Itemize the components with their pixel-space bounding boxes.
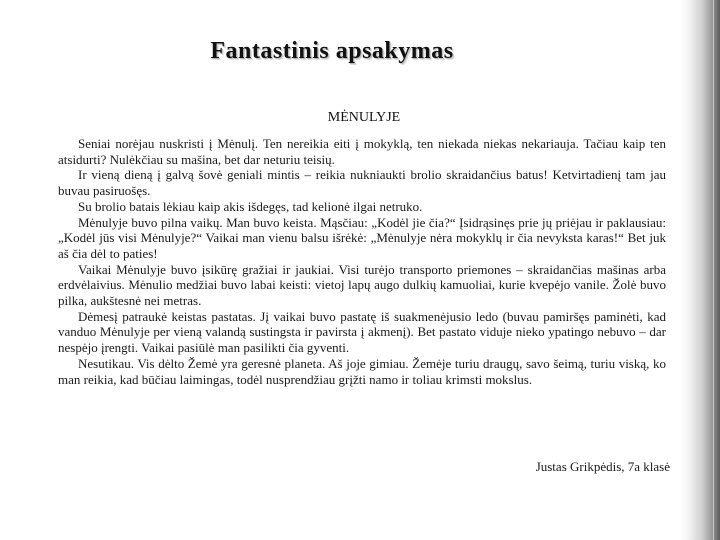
- paragraph: Vaikai Mėnulyje buvo įsikūrę gražiai ir jaukiai. Visi turėjo transporto priemones – skraidančias mašinas arba erdvėlaivius. Mėnulio medžiai buvo labai keisti: vietoj lapų augo dulkių kamuoliai, kurie kvepėjo vanile. Žolė buvo pilka, aukštesnė nei metras.: [58, 261, 666, 309]
- story-body: [58, 136, 666, 387]
- story-title: MĖNULYJE: [327, 110, 401, 125]
- paragraph: Mėnulyje buvo pilna vaikų. Man buvo keista. Mąsčiau: „Kodėl jie čia?“ Įsidrąsinęs prie jų priėjau ir paklausiau: „Kodėl jūs visi Mėnulyje?“ Vaikai man vienu balsu išrėkė: „Mėnulyje nėra mokyklų ir čia nevyksta karas!“ Bet juk aš čia dėl to paties!: [58, 214, 666, 261]
- page-edge-line: [713, 0, 714, 540]
- paragraph: Nesutikau. Vis dėlto Žemė yra geresnė planeta. Aš joje gimiau. Žemėje turiu draugų, savo šeimą, turiu viską, ko man reikia, kad būčiau laimingas, todėl nusprendžiau grįžti namo ir toliau krimsti mokslus.: [58, 355, 666, 387]
- paragraph: Seniai norėjau nuskristi į Mėnulį. Ten nereikia eiti į mokyklą, ten niekada niekas nekariauja. Tačiau kaip ten atsidurti? Nulėkčiau su mašina, bet dar neturiu teisių.: [58, 136, 666, 167]
- paragraph: Ir vieną dieną į galvą šovė geniali mintis – reikia nukniaukti brolio skraidančius batus! Ketvirtadienį tam jau buvau pasiruošęs.: [58, 167, 666, 199]
- page-edge-shadow: [680, 0, 720, 540]
- paragraph: Dėmesį patraukė keistas pastatas. Jį vaikai buvo pastatę iš suakmenėjusio ledo (buvau pamiršęs paminėti, kad vanduo Mėnulyje per vieną valandą sustingsta ir pavirsta į akmenį). Bet pastato viduje nieko ypatingo nebuvo – dar nespėjo įrengti. Vaikai pasiūlė man pasilikti čia gyventi.: [58, 308, 666, 356]
- main-title: Fantastinis apsakymas: [210, 38, 454, 64]
- paragraph: Su brolio batais lėkiau kaip akis išdegęs, tad kelionė ilgai netruko.: [78, 198, 423, 214]
- signature: Justas Grikpėdis, 7a klasė: [535, 459, 670, 474]
